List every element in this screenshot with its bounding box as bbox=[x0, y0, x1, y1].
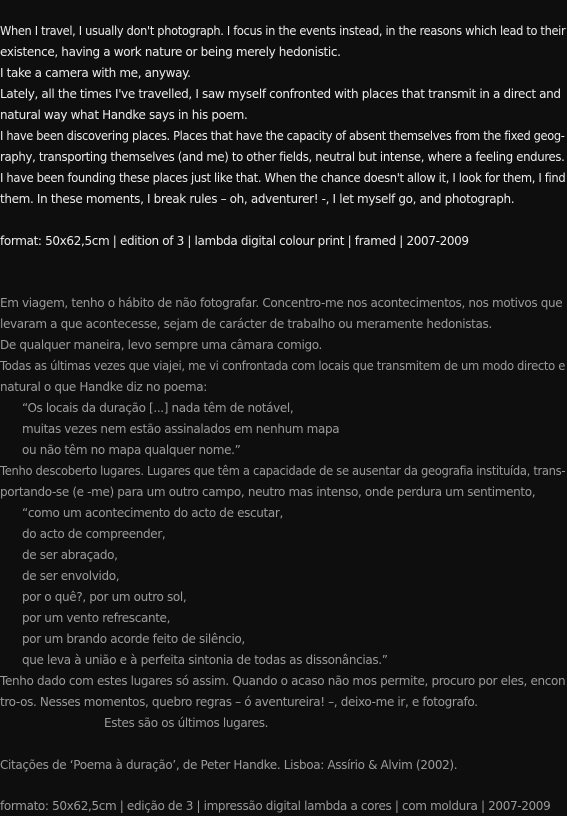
en-format-line: format: 50x62,5cm | edition of 3 | lambda digital colour print | framed | 2007-2009 bbox=[0, 234, 469, 248]
pt-line: levaram a que acontecesse, sejam de carácter de trabalho ou meramente hedonistas. bbox=[0, 317, 492, 331]
pt-quote-line: de ser abraçado, bbox=[22, 548, 118, 562]
pt-citation: Citações de ‘Poema à duração’, de Peter Handke. Lisboa: Assírio & Alvim (2002). bbox=[0, 758, 458, 772]
pt-line: tro-os. Nesses momentos, quebro regras – ó aventureira! –, deixo-me ir, e fotografo. bbox=[0, 695, 478, 709]
pt-quote-line: “como um acontecimento do acto de escutar, bbox=[22, 506, 283, 520]
en-line: Lately, all the times I've travelled, I saw myself confronted with places that transmit in a direct and bbox=[0, 87, 561, 101]
pt-line: natural o que Handke diz no poema: bbox=[0, 380, 207, 394]
pt-format-line: formato: 50x62,5cm | edição de 3 | impressão digital lambda a cores | com moldura | 2007-2009 bbox=[0, 799, 551, 813]
pt-quote-line: que leva à união e à perfeita sintonia de todas as dissonâncias.” bbox=[22, 653, 388, 667]
pt-line: Tenho dado com estes lugares só assim. Quando o acaso não mos permite, procuro por eles, encon bbox=[0, 674, 566, 688]
en-line: I have been founding these places just like that. When the chance doesn't allow it, I look for them, I find bbox=[0, 171, 566, 185]
en-line: When I travel, I usually don't photograph. I focus in the events instead, in the reasons which lead to their bbox=[0, 24, 566, 38]
pt-line: portando-se (e -me) para um outro campo, neutro mas intenso, onde perdura um sentimento, bbox=[0, 485, 536, 499]
pt-quote-line: ou não têm no mapa qualquer nome.” bbox=[22, 443, 241, 457]
en-line: I take a camera with me, anyway. bbox=[0, 66, 191, 80]
pt-line: Em viagem, tenho o hábito de não fotografar. Concentro-me nos acontecimentos, nos motivos que bbox=[0, 296, 563, 310]
en-line: I have been discovering places. Places that have the capacity of absent themselves from the fixed geog- bbox=[0, 129, 565, 143]
pt-quote-line: por um vento refrescante, bbox=[22, 611, 171, 625]
en-line: them. In these moments, I break rules – oh, adventurer! -, I let myself go, and photograph. bbox=[0, 192, 515, 206]
pt-line: Todas as últimas vezes que viajei, me vi confrontada com locais que transmitem de um modo directo e bbox=[0, 359, 565, 373]
pt-quote-line: do acto de compreender, bbox=[22, 527, 166, 541]
pt-quote-line: “Os locais da duração [...] nada têm de notável, bbox=[22, 401, 294, 415]
pt-line: De qualquer maneira, levo sempre uma câmara comigo. bbox=[0, 338, 323, 352]
pt-quote-line: por um brando acorde feito de silêncio, bbox=[22, 632, 245, 646]
pt-final-line: Estes são os últimos lugares. bbox=[104, 716, 269, 730]
pt-quote-line: de ser envolvido, bbox=[22, 569, 120, 583]
en-line: natural way what Handke says in his poem. bbox=[0, 108, 248, 122]
pt-line: Tenho descoberto lugares. Lugares que têm a capacidade de se ausentar da geografia instituída, trans- bbox=[0, 464, 566, 478]
pt-quote-line: por o quê?, por um outro sol, bbox=[22, 590, 187, 604]
en-line: raphy, transporting themselves (and me) to other fields, neutral but intense, where a feeling endures. bbox=[0, 150, 565, 164]
en-line: existence, having a work nature or being merely hedonistic. bbox=[0, 45, 341, 59]
pt-quote-line: muitas vezes nem estão assinalados em nenhum mapa bbox=[22, 422, 340, 436]
